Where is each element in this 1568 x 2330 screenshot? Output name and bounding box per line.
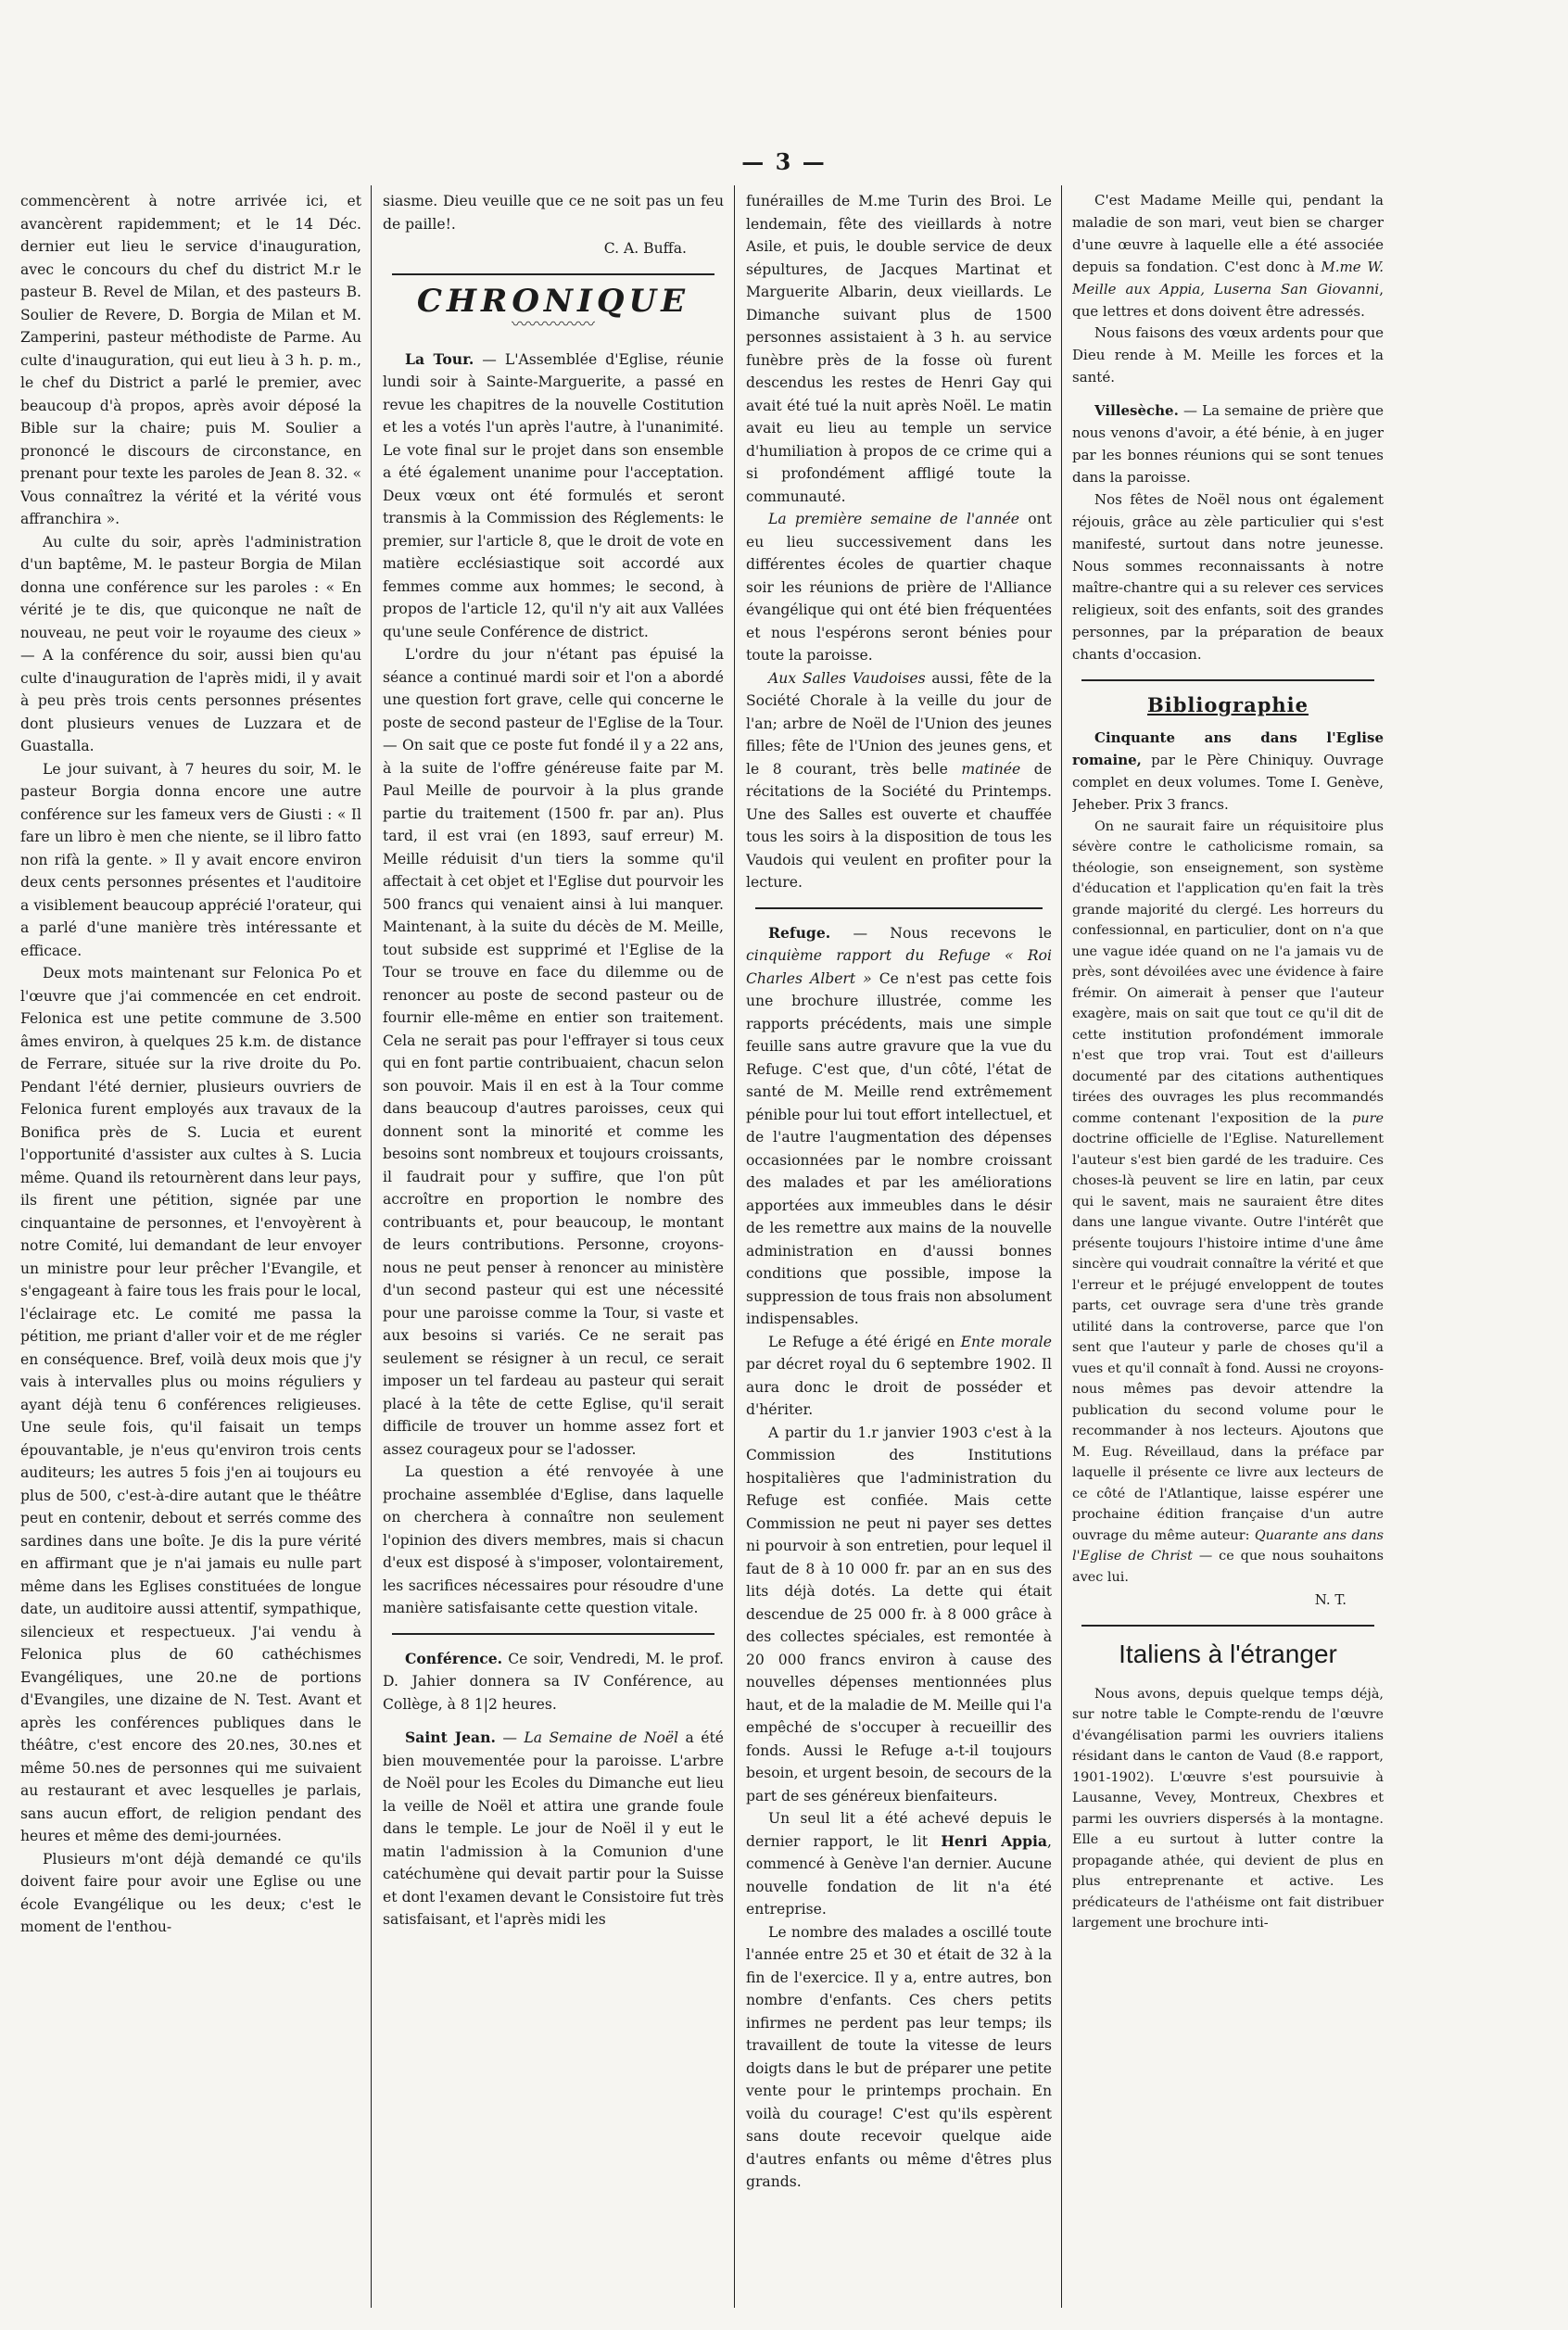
paragraph: Nos fêtes de Noël nous ont également réjouis, grâce au zèle particulier qui s'est manifesté, surtout dans notre jeunesse. Nous sommes reconnaissants à notre maître-chantre qui a su relever ces services religieux, soit des enfants, soit des grandes personnes, par la préparation de beaux chants d'occasion. bbox=[1072, 490, 1384, 664]
column-4 bbox=[1072, 190, 1384, 2312]
text: matinée bbox=[961, 760, 1021, 778]
text: Ente morale bbox=[960, 1333, 1052, 1350]
text: a été bien mouvementée pour la paroisse. L'arbre de Noël pour les Ecoles du Dimanche eut lieu la veille de Noël et attira une grande foule dans le temple. Le jour de Noël il y eut le matin l'admission à la Comunion d'une catéchumène qui devait partir pour la Suisse et dont l'examen devant le Consistoire fut très satisfaisant, et l'après midi les bbox=[383, 1729, 724, 1928]
column-rule bbox=[371, 185, 372, 2308]
column-2 bbox=[383, 190, 724, 2312]
text: — Nous recevons le bbox=[830, 924, 1052, 942]
section-divider bbox=[392, 273, 714, 275]
column-rule bbox=[734, 185, 735, 2308]
paragraph bbox=[746, 1807, 1052, 1921]
paragraph: Le jour suivant, à 7 heures du soir, M. le pasteur Borgia donna encore une autre conférence sur les fameux vers de Giusti : « Il fare un libro è men che niente, se il libro fatto non rifà la gente. » Il y avait encore environ deux cents personnes présentes et l'auditoire a visiblement beaucoup apprécié l'orateur, qui a parlé d'une manière très intéressante et efficace. bbox=[20, 760, 361, 959]
text: Ce n'est pas cette fois une brochure illustrée, comme les rapports précédents, mais une simple feuille sans autre gravure que la vue du Refuge. C'est que, d'un côté, l'état de santé de M. Meille rend extrêmement pénible pour lui tout effort intellectuel, et de l'autre l'augmentation des dépenses occasionnées par le nombre croissant des malades et par les améliorations apportées aux immeubles dans le désir de les remettre aux mains de la nouvelle administration en d'aussi bonnes conditions que possible, impose la suppression de tous frais non absolument indispensables. bbox=[746, 969, 1052, 1327]
text: cinquième rapport du Refuge « Roi Charles Albert » bbox=[746, 947, 1052, 987]
paragraph bbox=[383, 1727, 724, 1931]
paragraph: Au culte du soir, après l'administration d'un baptême, M. le pasteur Borgia de Milan donna une conférence sur les paroles : « En vérité je te dis, que quiconque ne naît de nouveau, ne peut voir le royaume des cieux » — A la conférence du soir, aussi bien qu'au culte d'inauguration de l'après midi, il y avait à peu près trois cents personnes présentes dont plusieurs venues de Luzzara et de Guastalla. bbox=[20, 533, 361, 754]
text: pure bbox=[1352, 1110, 1384, 1126]
text: On ne saurait faire un réquisitoire plus sévère contre le catholicisme romain, sa théologie, son enseignement, son système d'éducation et l'application qu'en fait la très grande majorité du clergé. Les horreurs du confessionnal, en particulier, dont on n'a que une vague idée quand on ne l'a jamais vu de près, sont dévoilées avec une évidence à faire frémir. On aimerait à penser que l'auteur exagère, mais on sait que tout ce qu'il dit de cette institution profondément immorale n'est que trop vrai. Tout est d'ailleurs documenté par des citations authentiques tirées des ouvrages les plus recommandés comme contenant l'exposition de la bbox=[1072, 818, 1384, 1126]
paragraph bbox=[383, 348, 724, 644]
paragraph: L'ordre du jour n'étant pas épuisé la séance a continué mardi soir et l'on a abordé une question fort grave, celle qui concerne le poste de second pasteur de l'Eglise de la Tour. — On sait que ce poste fut fondé il y a 22 ans, à la suite de l'offre généreuse faite par M. Paul Meille de pourvoir à la plus grande partie du traitement (1500 fr. par an). Plus tard, il est vrai (en 1893, sauf erreur) M. Meille réduisit d'un tiers la somme qu'il affectait à cet objet et l'Eglise dut pourvoir les 500 francs qui venaient ainsi à lui manquer. Maintenant, à la suite du décès de M. Meille, tout subside est supprimé et l'Eglise de la Tour se trouve en face du dilemme ou de renoncer au poste de second pasteur ou de fournir elle-même en entier son traitement. Cela ne serait pas pour l'effrayer si tous ceux qui en font partie contribuaient, chacun selon son pouvoir. Mais il en est à la Tour comme dans beaucoup d'autres paroisses, ceux qui donnent sont la minorité et comme les besoins sont nombreux et toujours croissants, il faudrait pour y suffire, que l'on pût accroître en proportion le nombre des contribuants et, pour beaucoup, le montant de leurs contributions. Personne, croyons-nous ne peut penser à renoncer au ministère d'un second pasteur qui est une nécessité pour une paroisse comme la Tour, si vaste et aux besoins si variés. Ce ne serait pas seulement se résigner à un recul, ce serait imposer un tel fardeau au pasteur qui serait placé à la tête de cette Eglise, qu'il serait difficile de trouver un homme assez fort et assez courageux pour se l'adosser. bbox=[383, 646, 724, 1458]
subheading: Conférence. bbox=[405, 1649, 503, 1667]
text: La première semaine de l'année bbox=[768, 511, 1020, 527]
text: Cinquante ans dans l'Eglise romaine, bbox=[1072, 728, 1384, 768]
text: ont eu lieu successivement dans les différentes écoles de quartier chaque soir les réunions de prière de l'Alliance évangélique qui ont été bien fréquentées et nous l'espérons seront bénies pour toute la paroisse. bbox=[746, 511, 1052, 664]
text: , que lettres et dons doivent être adressés. bbox=[1072, 280, 1384, 320]
paragraph bbox=[1072, 190, 1384, 323]
paragraph bbox=[1072, 728, 1384, 817]
paragraph bbox=[746, 667, 1052, 894]
paragraph: La question a été renvoyée à une prochaine assemblée d'Eglise, dans laquelle on cherchera à connaître non seulement l'opinion des divers membres, mais si chacun d'eux est disposé à s'imposer, volontairement, les sacrifices nécessaires pour résoudre d'une manière satisfaisante cette question vitale. bbox=[383, 1463, 724, 1616]
column-rule bbox=[1061, 185, 1062, 2308]
text: par décret royal du 6 septembre 1902. Il aura donc le droit de posséder et d'hériter. bbox=[746, 1356, 1052, 1418]
paragraph: Plusieurs m'ont déjà demandé ce qu'ils doivent faire pour avoir une Eglise ou une école Evangélique ou les deux; c'est le moment de l'enthou- bbox=[20, 1850, 361, 1935]
section-title: Italiens à l'étranger bbox=[1119, 1639, 1337, 1668]
text: C'est Madame Meille qui, pendant la maladie de son mari, veut bien se charger d'une œuvre à laquelle elle a été associée depuis sa fondation. C'est donc à bbox=[1072, 192, 1384, 275]
text: de récitations de la Société du Printemps. Une des Salles est ouverte et chauffée tous les soirs à la disposition de tous les Vaudois qui veulent en profiter pour la lecture. bbox=[746, 760, 1052, 891]
subheading: La Tour. bbox=[405, 349, 474, 368]
text: — ce que nous souhaitons avec lui. bbox=[1072, 1549, 1384, 1585]
text: par le Père Chiniquy. Ouvrage complet en deux volumes. Tome I. Genève, Jeheber. Prix 3 francs. bbox=[1072, 751, 1384, 813]
text: Henri Appia bbox=[941, 1831, 1048, 1850]
text: Quarante ans dans l'Eglise de Christ bbox=[1072, 1527, 1384, 1564]
paragraph: commencèrent à notre arrivée ici, et avancèrent rapidemment; et le 14 Déc. dernier eut lieu le service d'inauguration, avec le concours du chef du district M.r le pasteur B. Revel de Milan, et des pasteurs B. Soulier de Revere, D. Borgia de Milan et M. Zamperini, pasteur méthodiste de Parme. Au culte d'inauguration, qui eut lieu à 3 h. p. m., le chef du District a parlé le premier, avec beaucoup d'à propos, après avoir déposé la Bible sur la chaire; puis M. Soulier a prononcé le discours de circonstance, en prenant pour texte les paroles de Jean 8. 32. « Vous connaîtrez la vérité et la vérité vous affranchira ». bbox=[20, 193, 361, 527]
paragraph: A partir du 1.r janvier 1903 c'est à la Commission des Institutions hospitalières que l'administration du Refuge est confiée. Mais cette Commission ne peut ni payer ses dettes ni pourvoir à son entretien, pour lequel il faut de 8 à 10 000 fr. par an en sus des lits déjà dotés. La dette qui était descendue de 25 000 fr. à 8 000 grâce à des collectes spéciales, est remontée à 20 000 francs environ à cause des nouvelles dépenses mentionnées plus haut, et de la maladie de M. Meille qui l'a empêché de s'occuper à recueillir des fonds. Aussi le Refuge a-t-il toujours besoin, et urgent besoin, de secours de la part de ses généreux bienfaiteurs. bbox=[746, 1424, 1052, 1804]
section-title: CHRONIQUE bbox=[416, 282, 690, 320]
paragraph: Nous faisons des vœux ardents pour que Dieu rende à M. Meille les forces et la santé. bbox=[1072, 324, 1384, 386]
text: La Semaine de Noël bbox=[524, 1729, 679, 1746]
section-divider bbox=[392, 1633, 714, 1635]
column-3 bbox=[746, 190, 1052, 2312]
signature: C. A. Buffa. bbox=[603, 240, 687, 257]
text: , commencé à Genève l'an dernier. Aucune nouvelle fondation de lit n'a été entreprise. bbox=[746, 1832, 1052, 1918]
paragraph bbox=[383, 1648, 724, 1716]
paragraph: funérailles de M.me Turin des Broi. Le lendemain, fête des vieillards à notre Asile, et puis, le double service de deux sépultures, de Jacques Martinat et Marguerite Albarin, deux vieillards. Le Dimanche suivant plus de 1500 personnes assistaient à 3 h. au service funèbre près de la fosse où furent descendus les restes de Henri Gay qui avait été tué la nuit après Noël. Le matin avait eu lieu au temple un service d'humiliation à propos de ce crime qui a si profondément affligé toute la communauté. bbox=[746, 193, 1052, 505]
text: — La semaine de prière que nous venons d'avoir, a été bénie, à en juger par les bonnes réunions qui se sont tenues dans la paroisse. bbox=[1072, 402, 1384, 486]
section-divider bbox=[1081, 1625, 1374, 1627]
paragraph bbox=[746, 922, 1052, 1331]
signature: N. T. bbox=[1314, 1591, 1347, 1609]
paragraph: siasme. Dieu veuille que ce ne soit pas un feu de paille!. bbox=[383, 193, 724, 233]
paragraph bbox=[1072, 817, 1384, 1589]
ornament: 〰〰〰〰〰 bbox=[512, 315, 595, 335]
text: Un seul lit a été achevé depuis le dernier rapport, le lit bbox=[746, 1810, 1052, 1850]
paragraph: Deux mots maintenant sur Felonica Po et l'œuvre que j'ai commencée en cet endroit. Felonica est une petite commune de 3.500 âmes environ, à quelques 25 k.m. de distance de Ferrare, située sur la rive droite du Po. Pendant l'été dernier, plusieurs ouvriers de Felonica furent employés aux travaux de la Bonifica près de S. Lucia et eurent l'opportunité d'assister aux cultes à S. Lucia même. Quand ils retournèrent dans leur pays, ils firent une pétition, signée par une cinquantaine de personnes, et l'envoyèrent à notre Comité, lui demandant de leur envoyer un ministre pour leur prêcher l'Evangile, et s'engageant à faire tous les frais pour le local, l'éclairage etc. Le comité me passa la pétition, me priant d'aller voir et de me régler en conséquence. Bref, voilà deux mois que j'y vais à intervalles plus ou moins réguliers y ayant déjà tenu 6 conférences religieuses. Une seule fois, qu'il faisait un temps épouvantable, je n'eus qu'environ trois cents auditeurs; les autres 5 fois j'en ai toujours eu plus de 500, c'est-à-dire autant que le théâtre peut en contenir, debout et serrés comme des sardines dans une boîte. Je dis la pure vérité en affirmant que je n'ai jamais eu nulle part même dans les Eglises constituées de longue date, un auditoire aussi attentif, sympathique, silencieux et respectueux. J'ai vendu à Felonica plus de 60 cathéchismes Evangéliques, une 20.ne de portions d'Evangiles, une dizaine de N. Test. Avant et après les conférences publiques dans le théâtre, c'est encore des 20.nes, 30.nes et même 50.nes de personnes qui me suivaient au restaurant et avec lesquelles je parlais, sans aucun effort, de religion pendant des heures et même des demi-journées. bbox=[20, 965, 361, 1844]
page-number: — 3 — bbox=[741, 148, 827, 175]
subheading: Refuge. bbox=[768, 923, 831, 942]
paragraph: Nous avons, depuis quelque temps déjà, sur notre table le Compte-rendu de l'œuvre d'évangélisation parmi les ouvriers italiens résidant dans le canton de Vaud (8.e rapport, 1901-1902). L'œuvre s'est poursuivie à Lausanne, Vevey, Montreux, Chexbres et parmi les ouvriers dispersés à la montagne. Elle a eu surtout à lutter contre la propagande athée, qui devient de plus en plus entreprenante et active. Les prédicateurs de l'athéisme ont fait distribuer largement une brochure inti- bbox=[1072, 1686, 1384, 1931]
text: Ce soir, Vendredi, M. le prof. D. Jahier donnera sa IV Conférence, au Collège, à 8 1|2 heures. bbox=[383, 1650, 724, 1713]
text: Le Refuge a été érigé en bbox=[768, 1333, 961, 1350]
paragraph bbox=[746, 508, 1052, 667]
text: — bbox=[495, 1729, 525, 1746]
text: M.me W. Meille aux Appia, Luserna San Giovanni bbox=[1072, 258, 1384, 298]
paragraph bbox=[746, 1331, 1052, 1422]
text: — L'Assemblée d'Eglise, réunie lundi soir à Sainte-Marguerite, a passé en revue les chapitres de la nouvelle Costitution et les a votés l'un après l'autre, à l'unanimité. Le vote final sur le projet dans son ensemble a été également unanime pour l'acceptation. Deux vœux ont été formulés et seront transmis à la Commission des Réglements: le premier, sur l'article 8, que le droit de vote en matière ecclésiastique soit accordé aux femmes comme aux hommes; le second, à propos de l'article 12, qu'il n'y ait aux Vallées qu'une seule Conférence de district. bbox=[383, 350, 724, 640]
subheading: Saint Jean. bbox=[405, 1729, 496, 1746]
text: aussi, fête de la Société Chorale à la veille du jour de l'an; arbre de Noël de l'Union des jeunes filles; fête de l'Union des jeunes gens, et le 8 courant, très belle bbox=[746, 669, 1052, 778]
text: Aux Salles Vaudoises bbox=[768, 669, 926, 687]
section-title: Bibliographie bbox=[1146, 693, 1309, 717]
paragraph bbox=[1072, 400, 1384, 489]
column-1 bbox=[20, 190, 361, 2312]
subheading: Villesèche. bbox=[1094, 402, 1179, 420]
section-divider bbox=[1081, 679, 1374, 681]
section-divider bbox=[755, 907, 1043, 909]
paragraph: Le nombre des malades a oscillé toute l'année entre 25 et 30 et était de 32 à la fin de l'exercice. Il y a, entre autres, bon nombre d'enfants. Ces chers petits infirmes ne perdent pas leur temps; ils travaillent de toute la vitesse de leurs doigts dans le but de préparer une petite vente pour le printemps prochain. En voilà du courage! C'est qu'ils espèrent sans doute recevoir quelque aide d'autres enfants ou même d'êtres plus grands. bbox=[746, 1923, 1052, 2190]
text: doctrine officielle de l'Eglise. Naturellement l'auteur s'est bien gardé de les traduire. Ces choses-là peuvent se lire en latin, par ceux qui le savent, mais ne sauraient être dites dans une langue vivante. Outre l'intérêt que présente toujours l'histoire intime d'une âme sincère qui voudrait connaître la vérité et que l'erreur et le préjugé enveloppent de toutes parts, cet ouvrage sera d'une très grande utilité dans la controverse, parce que l'on sent que l'auteur y parle de choses qu'il a vues et qu'il connaît à fond. Aussi ne croyons-nous mêmes pas devoir attendre la publication du second volume pour le recommander à nos lecteurs. Ajoutons que M. Eug. Réveillaud, dans la préface par laquelle il présente ce livre aux lecteurs de ce côté de l'Atlantique, laisse espérer une prochaine édition française d'un autre ouvrage du même auteur: bbox=[1072, 1132, 1384, 1543]
